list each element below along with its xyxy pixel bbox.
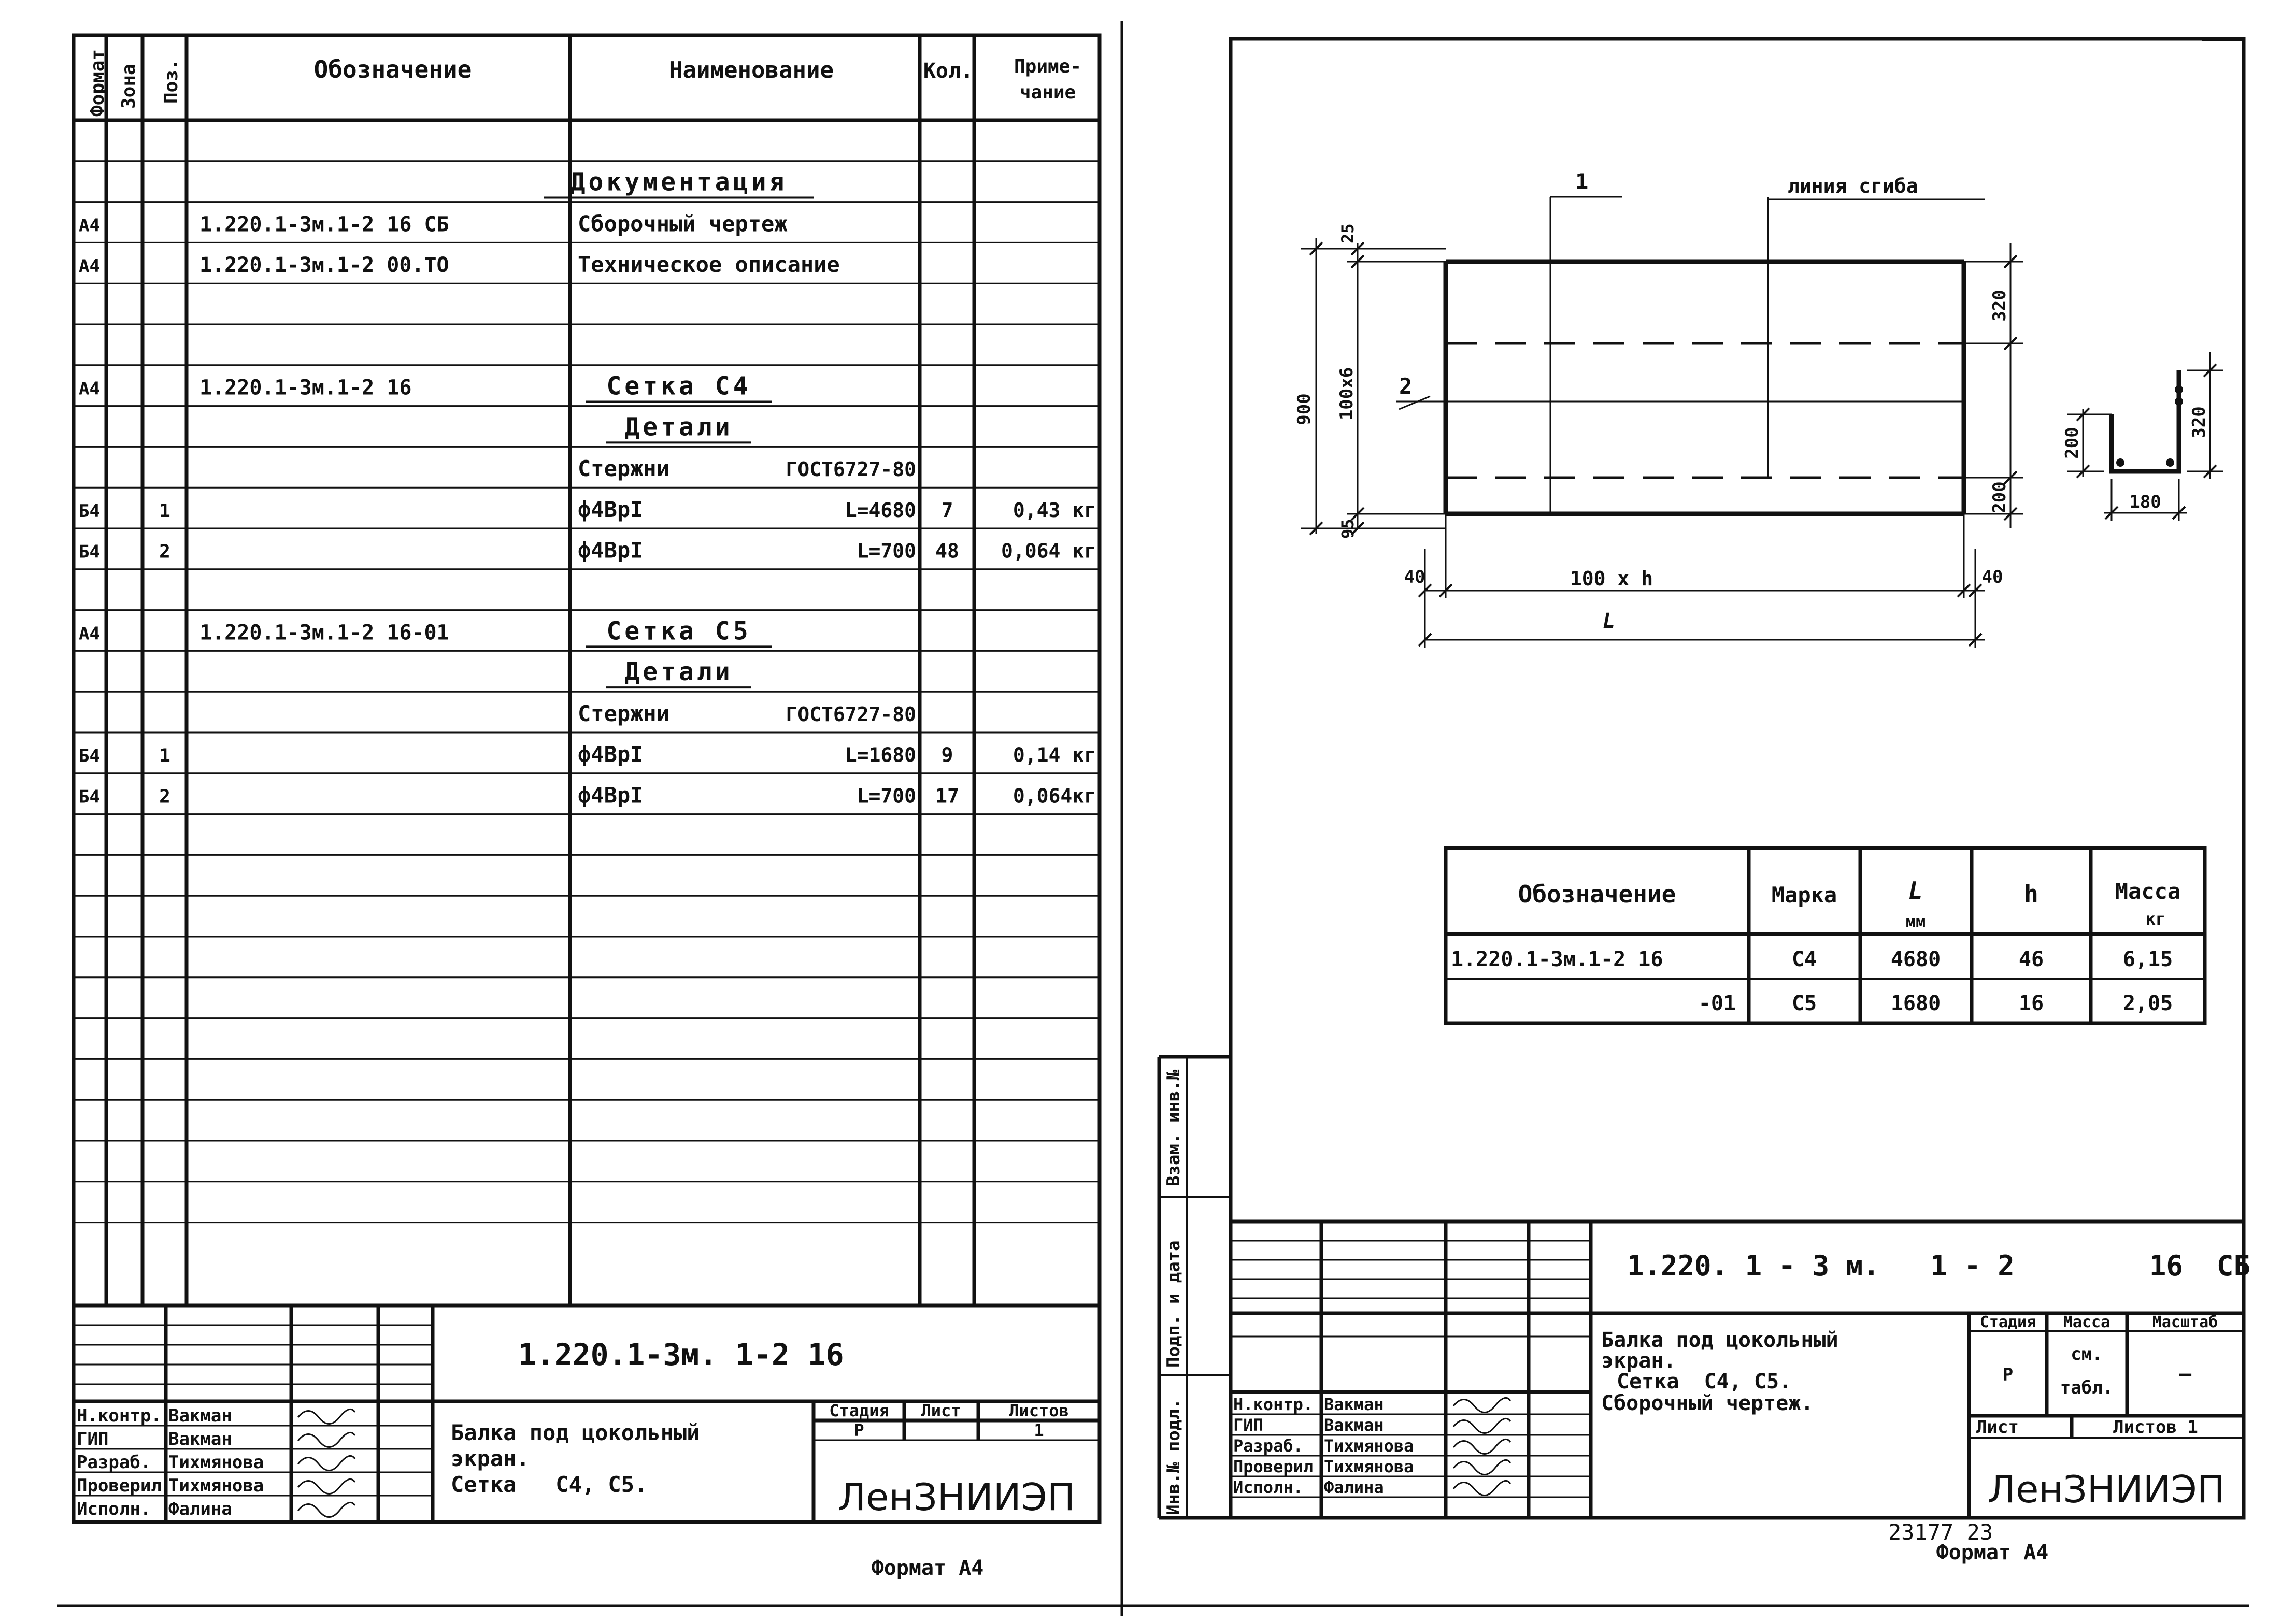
role-label: ГИП bbox=[1233, 1415, 1263, 1435]
right-mass-line1: см. bbox=[2071, 1344, 2103, 1365]
table-header-L-unit: мм bbox=[1905, 912, 1926, 931]
table-header-mass: Масса bbox=[2115, 879, 2181, 904]
dim-200-b: 200 bbox=[2062, 427, 2083, 459]
right-org-name: ЛенЗНИИЭП bbox=[1988, 1468, 2225, 1511]
right-stage-value: Р bbox=[2002, 1365, 2014, 1385]
spec-cell-name: Детали bbox=[624, 412, 733, 442]
spec-row bbox=[79, 372, 772, 402]
spec-cell-name: Сборочный чертеж bbox=[578, 211, 788, 237]
role-person: Тихмянова bbox=[1324, 1457, 1414, 1476]
right-sheet-label: Лист bbox=[1976, 1417, 2019, 1438]
spec-row bbox=[578, 701, 916, 726]
left-title-code: 1.220.1-3м. 1-2 16 bbox=[518, 1337, 844, 1372]
spec-cell-format: Б4 bbox=[79, 745, 100, 767]
left-sheet-label: Лист bbox=[921, 1401, 961, 1420]
right-stage-label: Стадия bbox=[1979, 1313, 2036, 1331]
left-title-line3: Сетка С4, С5. bbox=[451, 1472, 648, 1497]
spec-cell-qty: 9 bbox=[941, 743, 953, 767]
spec-cell-name: ф4ВрI bbox=[578, 782, 644, 808]
header-format: Формат bbox=[87, 49, 108, 117]
right-title-line2: экран. bbox=[1601, 1349, 1676, 1373]
role-label: Проверил bbox=[77, 1475, 162, 1496]
left-roles bbox=[77, 1405, 355, 1519]
right-title-code: 1.220. 1 - 3 м. 1 - 2 16 СБ bbox=[1627, 1249, 2250, 1282]
spec-cell-name: Техническое описание bbox=[578, 252, 840, 278]
dim-25: 25 bbox=[1338, 223, 1358, 243]
spec-cell-name: Стержни bbox=[578, 456, 670, 482]
spec-cell-pos: 1 bbox=[159, 745, 170, 767]
dim-100x6: 100х6 bbox=[1336, 367, 1357, 421]
right-scale-value: — bbox=[2178, 1362, 2192, 1386]
spec-cell-name: Детали bbox=[624, 657, 733, 687]
signature-mark bbox=[298, 1479, 355, 1493]
mesh-table-cell-mark: С4 bbox=[1791, 947, 1817, 971]
right-scale-label: Масштаб bbox=[2152, 1313, 2218, 1331]
table-header-mark: Марка bbox=[1771, 882, 1837, 908]
header-note-line1: Приме- bbox=[1014, 56, 1082, 77]
side-label-sign-date: Подп. и дата bbox=[1163, 1240, 1184, 1368]
side-stamp bbox=[1159, 1057, 1231, 1518]
role-person: Вакман bbox=[1324, 1415, 1384, 1435]
role-person: Тихмянова bbox=[168, 1452, 264, 1473]
spec-cell-designation: 1.220.1-3м.1-2 16-01 bbox=[199, 621, 449, 645]
mesh-table-row bbox=[1451, 947, 2173, 971]
left-stage-value: Р bbox=[854, 1420, 864, 1440]
spec-header bbox=[87, 49, 1081, 117]
spec-cell-format: Б4 bbox=[79, 500, 100, 522]
role-label: Исполн. bbox=[77, 1499, 151, 1519]
role-label: Разраб. bbox=[1233, 1436, 1303, 1456]
left-sheets-value: 1 bbox=[1034, 1420, 1044, 1440]
spec-cell-note: 0,14 кг bbox=[1012, 743, 1096, 767]
spec-row bbox=[79, 783, 1096, 808]
spec-cell-name: Стержни bbox=[578, 700, 670, 726]
spec-row bbox=[606, 412, 751, 442]
spec-cell-pos: 2 bbox=[159, 786, 170, 808]
spec-cell-format: Б4 bbox=[79, 786, 100, 808]
left-sheets-label: Листов bbox=[1009, 1401, 1069, 1420]
dim-95: 95 bbox=[1338, 519, 1358, 539]
table-header-designation: Обозначение bbox=[1518, 880, 1676, 908]
dim-320-a: 320 bbox=[1989, 290, 2010, 322]
u-profile-section bbox=[2112, 370, 2179, 471]
stamp-number: 23177 23 bbox=[1888, 1519, 1993, 1545]
dim-40-left: 40 bbox=[1404, 567, 1425, 587]
spec-cell-name: ф4ВрI bbox=[578, 741, 644, 767]
dim-40-right: 40 bbox=[1981, 567, 2003, 587]
signature-mark bbox=[1453, 1481, 1510, 1495]
spec-cell-pos: 1 bbox=[159, 500, 170, 522]
right-title-line3: Сетка С4, С5. bbox=[1617, 1370, 1792, 1394]
right-title-block bbox=[1231, 1222, 2250, 1518]
right-title-line1: Балка под цокольный bbox=[1601, 1328, 1838, 1352]
spec-cell-note: 0,064кг bbox=[1012, 784, 1096, 808]
callout-1: 1 bbox=[1575, 169, 1589, 194]
dim-320-b: 320 bbox=[2189, 406, 2209, 438]
mesh-table-cell-h: 46 bbox=[2018, 947, 2044, 971]
header-name: Наименование bbox=[669, 57, 834, 83]
spec-cell-note: 0,43 кг bbox=[1012, 498, 1096, 522]
spec-row bbox=[79, 538, 1096, 563]
role-label: Н.контр. bbox=[77, 1405, 162, 1426]
table-header-L: L bbox=[1908, 877, 1923, 904]
spec-cell-name: Документация bbox=[570, 167, 788, 197]
left-stage-label: Стадия bbox=[829, 1401, 889, 1420]
mesh-table-cell-h: 16 bbox=[2018, 992, 2044, 1015]
header-pos: Поз. bbox=[161, 59, 182, 104]
spec-row bbox=[79, 252, 840, 277]
spec-cell-format: Б4 bbox=[79, 541, 100, 563]
mesh-table bbox=[1446, 848, 2205, 1023]
signature-mark bbox=[1453, 1439, 1510, 1454]
left-title-line2: экран. bbox=[451, 1446, 530, 1471]
mesh-table-cell-mark: С5 bbox=[1791, 992, 1817, 1015]
right-roles bbox=[1233, 1395, 1510, 1497]
table-header-h: h bbox=[2024, 880, 2038, 908]
spec-row bbox=[79, 616, 772, 647]
left-org-name: ЛенЗНИИЭП bbox=[838, 1475, 1075, 1519]
right-title-line4: Сборочный чертеж. bbox=[1601, 1391, 1814, 1415]
side-label-inv-no: Инв.№ подл. bbox=[1163, 1398, 1184, 1515]
spec-cell-format: А4 bbox=[79, 256, 100, 277]
spec-cell-designation: 1.220.1-3м.1-2 16 СБ bbox=[199, 212, 449, 237]
dim-L: L bbox=[1602, 609, 1616, 633]
dim-100xh: 100 х h bbox=[1570, 567, 1653, 590]
spec-row bbox=[79, 742, 1096, 767]
side-label-replace: Взам. инв.№ bbox=[1163, 1069, 1184, 1186]
signature-mark bbox=[1453, 1460, 1510, 1474]
spec-cell-name_right: L=700 bbox=[857, 784, 916, 808]
role-person: Фалина bbox=[168, 1499, 232, 1519]
spec-cell-qty: 17 bbox=[935, 784, 959, 808]
spec-row bbox=[79, 497, 1096, 522]
spec-cell-format: А4 bbox=[79, 215, 100, 236]
right-mass-line2: табл. bbox=[2060, 1377, 2114, 1398]
mesh-table-cell-L: 1680 bbox=[1890, 992, 1941, 1015]
spec-cell-name_right: L=4680 bbox=[845, 498, 916, 522]
right-format-label: Формат А4 bbox=[1936, 1541, 2049, 1564]
signature-mark bbox=[298, 1502, 355, 1517]
spec-cell-name_right: L=700 bbox=[857, 539, 916, 563]
header-zone: Зона bbox=[118, 64, 139, 109]
mesh-table-cell-designation: 1.220.1-3м.1-2 16 bbox=[1451, 947, 1663, 971]
spec-cell-name_right: ГОСТ6727-80 bbox=[786, 702, 916, 726]
right-sheets-label: Листов 1 bbox=[2113, 1417, 2198, 1438]
spec-cell-name_right: L=1680 bbox=[845, 743, 916, 767]
header-note-line2: чание bbox=[1019, 82, 1076, 103]
spec-cell-note: 0,064 кг bbox=[1001, 539, 1096, 563]
right-mass-label: Масса bbox=[2063, 1313, 2110, 1331]
role-label: Исполн. bbox=[1233, 1477, 1303, 1497]
spec-cell-qty: 48 bbox=[935, 539, 959, 563]
mesh-table-cell-mass: 6,15 bbox=[2122, 947, 2173, 971]
dim-200-a: 200 bbox=[1989, 481, 2010, 513]
bend-line-label: линия сгиба bbox=[1788, 175, 1918, 197]
role-person: Вакман bbox=[1324, 1395, 1384, 1414]
spec-cell-pos: 2 bbox=[159, 541, 170, 563]
dim-900: 900 bbox=[1294, 393, 1315, 425]
mesh-drawing bbox=[1294, 169, 2223, 648]
role-person: Вакман bbox=[168, 1405, 232, 1426]
role-person: Фалина bbox=[1324, 1477, 1384, 1497]
spec-cell-name: ф4ВрI bbox=[578, 496, 644, 522]
spec-cell-qty: 7 bbox=[941, 498, 953, 522]
signature-mark bbox=[1453, 1418, 1510, 1433]
signature-mark bbox=[298, 1432, 355, 1447]
spec-cell-format: А4 bbox=[79, 623, 100, 644]
role-label: Проверил bbox=[1233, 1457, 1314, 1476]
mesh-table-cell-mass: 2,05 bbox=[2122, 992, 2173, 1015]
left-title-line1: Балка под цокольный bbox=[451, 1420, 700, 1445]
role-person: Тихмянова bbox=[168, 1475, 264, 1496]
spec-row bbox=[606, 657, 751, 687]
dim-180: 180 bbox=[2129, 492, 2161, 512]
role-person: Тихмянова bbox=[1324, 1436, 1414, 1456]
role-label: ГИП bbox=[77, 1429, 109, 1449]
role-label: Н.контр. bbox=[1233, 1395, 1314, 1414]
spec-cell-name: ф4ВрI bbox=[578, 537, 644, 563]
spec-row bbox=[578, 456, 916, 481]
spec-row bbox=[544, 168, 814, 198]
mesh-table-rows bbox=[1451, 947, 2173, 1015]
mesh-table-cell-designation: -01 bbox=[1698, 992, 1736, 1015]
left-format-label: Формат А4 bbox=[871, 1556, 984, 1580]
signature-mark bbox=[298, 1456, 355, 1470]
left-sheet bbox=[74, 35, 1100, 1580]
right-sheet bbox=[1159, 39, 2250, 1564]
header-designation: Обозначение bbox=[313, 55, 472, 83]
header-qty: Кол. bbox=[923, 59, 974, 83]
signature-mark bbox=[1453, 1398, 1510, 1412]
spec-cell-designation: 1.220.1-3м.1-2 00.ТО bbox=[199, 253, 449, 278]
role-person: Вакман bbox=[168, 1429, 232, 1449]
table-header-mass-unit: кг bbox=[2145, 909, 2166, 929]
signature-mark bbox=[298, 1409, 355, 1424]
spec-cell-format: А4 bbox=[79, 378, 100, 399]
callout-2: 2 bbox=[1399, 374, 1413, 399]
spec-cell-name: Сетка С5 bbox=[606, 616, 751, 646]
spec-cell-name_right: ГОСТ6727-80 bbox=[786, 458, 916, 481]
mesh-table-row bbox=[1699, 992, 2173, 1015]
spec-cell-designation: 1.220.1-3м.1-2 16 bbox=[199, 376, 412, 400]
spec-cell-name: Сетка С4 bbox=[606, 371, 751, 401]
mesh-table-cell-L: 4680 bbox=[1890, 947, 1941, 971]
role-label: Разраб. bbox=[77, 1452, 151, 1473]
left-title-block bbox=[74, 1305, 1100, 1522]
